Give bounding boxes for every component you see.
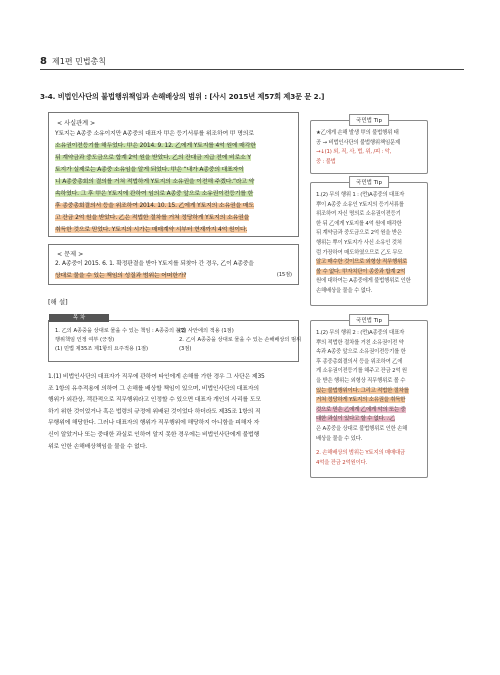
commentary-label: [해 설] [48,298,68,306]
explanation-line: 위로 인한 손해배상책임을 물을 수 없다. [48,443,147,450]
toc-box [48,315,302,362]
facts-line: 소유권이전등기를 해두었다. 甲은 2014. 9. 12. 乙에게 Y토지를 4억 원에 매각한 [55,143,256,149]
question-line: 2. A종중이 2015. 6. 1. 확정판결을 받아 Y토지를 되찾아 간 경우, 乙이 A종중을 [55,261,254,267]
tip-box-1 [310,120,428,174]
tip-title: 국민법 Tip [349,176,389,188]
explanation-line: 하기 위한 것이었거나 혹은 법령의 규정에 위배된 것이었다 하더라도 제35조 1항의 직 [48,408,261,415]
facts-line: 후 종중총회결의서 등을 위조하여 2014. 10. 15. 乙에게 Y토지의 소유권을 매도 [55,203,254,209]
facts-line: 취득한 것으로 믿었다. Y토지의 시가는 매매계약 시부터 현재까지 4억 원이다. [55,227,248,233]
explanation-line: 행위가 외관상, 객관적으로 직무행위라고 인정할 수 있으면 대표자 개인의 사리를 도모 [48,397,261,404]
tip-text: 1.(2) 무의 행위 2 : (먼)A종중의 대표자 뿌의 적법한 절차를 거친 소유권이전 약 속과 A종중 앞으로 소유권이전등기를 한 후 종중총회결의서 등을 위조하여 乙에 게 소유권이전등기를 해주고 잔금 2억 원 을 받은 행위는 외형상 직무행위로 볼 수 있는 불법행위이다. 그리고 적법한 절차를 거쳐 정당하게 Y토지의 소유권을 취득한 것으로 믿은 乙에게 乙에게 악의 또는 중 대한 과실이 있다고 할 수 없다. ∴乙 은 A종중을 상대로 불법행위로 인한 손해 배상을 물을 수 있다. 2. 손해배상의 범위는 Y토지의 매매대금 4억을 잔금 2억원이다. [316,330,409,466]
facts-text [55,128,295,236]
toc-item: (1) 민법 제35조 제1항의 요주적용 (1점) [55,346,148,352]
tip-title: 국민법 Tip [349,114,389,126]
facts-box [48,112,299,237]
chapter-title: 제1편 민법총칙 [52,57,107,66]
question-text [55,258,295,282]
toc-right [179,327,302,354]
explanation-line: 무행위에 해당한다. 그러나 대표자의 행위가 직무행위에 해당하지 아니함을 피해자 자 [48,420,260,427]
tip-title: 국민법 Tip [349,314,389,326]
toc-item: 1. 乙의 A종중을 상대로 물을 수 있는 책임 : A종중의 불법 [55,328,186,334]
page-number: 8 [40,56,47,67]
facts-line: 니 A종중총회의 결의를 거쳐 적법하게 Y토지의 소유권을 이전해 주겠다.”라고 약 [55,179,255,185]
explanation-line: 신이 알았거나 또는 중대한 과실로 인하여 알지 못한 경우에는 비법인사단에게 불법행 [48,431,260,438]
facts-line: 토지가 실제로는 A종중 소유임을 알게 되었다. 甲은 “내가 A종중의 대표자이 [55,167,244,173]
tip-box-3 [310,320,428,478]
toc-label: 목 차 [49,314,109,322]
facts-line: Y토지는 A종중 소유이지만 A종중의 대표자 甲은 등기서류를 위조하여 甲 명의로 [55,131,254,137]
header-divider [40,69,464,70]
facts-title: < 사실관계 > [57,120,96,127]
tip-box-2 [310,182,428,306]
question-line: 상대로 물을 수 있는 책임의 성질과 범위는 어떠한가? [55,273,187,279]
tip-text: 1.(2) 무의 행위 1 : (먼)A종중의 대표자 뿌이 A종중 소유인 Y토지의 등기서류를 위조하여 자신 명의로 소유권이전등기 한 뒤 乙에게 Y토지를 4억 원에 매각한 뒤 계약금과 중도금으로 2억 원을 받은 행위는 뿌이 Y토지가 사신 소유인 것처 럼 가장하여 매도하였으므로 乙도 무모 알고 매수한 것이므로 외형상 직무행위로 볼 수 없다. 甲자치단이 종중과 합계 2억 원에 대하여는 A종중에게 불법행위로 인한 손해배상을 물을 수 없다. [316,192,411,294]
toc-item: (2) 사안에의 적용 (1점) [179,328,234,334]
question-points: (15점) [276,272,292,278]
explanation-line: 1.(1) 비법인사단의 대표자가 직무에 관하여 타인에게 손해를 가한 경우 그 사단은 제35 [48,374,265,380]
toc-item: (3점) [179,346,192,352]
facts-line: 고 잔금 2억 원을 받았다. 乙은 적법한 절차를 거쳐 정당하게 Y토지의 소유권을 [55,215,250,221]
question-title: < 문제 > [57,251,84,258]
explanation [48,372,298,453]
explanation-line: 조 1항의 유추적용에 의하여 그 손해를 배상할 책임이 있으며, 비법인사단의 대표자의 [48,385,259,392]
section-title: 3-4. 비법인사단의 불법행위책임과 손해배상의 범위 : [사시 2015년 제57회 제3문 문 2.] [40,92,325,101]
question-box [48,244,299,285]
tip-text: ★乙에게 손해 발생 甲의 불법행위 태 공 → 비법인사단의 불법행위책임문제 →↓(1) 외, 직, 사, 법, 위, /피 : 악, 중 : 불법 [316,130,400,165]
toc-item: 행위책임 인정 여부 (긍정) [55,337,115,343]
toc-item: 2. 乙이 A종중을 상대로 물을 수 있는 손해배상의 범위 [179,337,302,343]
facts-line: 뒤 계약금과 중도금으로 합계 2억 원을 받았다. 乙의 잔대금 지급 전에 비로소 Y [55,155,251,161]
facts-line: 속하였다. 그 후 甲은 Y토지에 관하여 임의로 A종중 앞으로 소유권이전등기를 한 [55,191,254,197]
